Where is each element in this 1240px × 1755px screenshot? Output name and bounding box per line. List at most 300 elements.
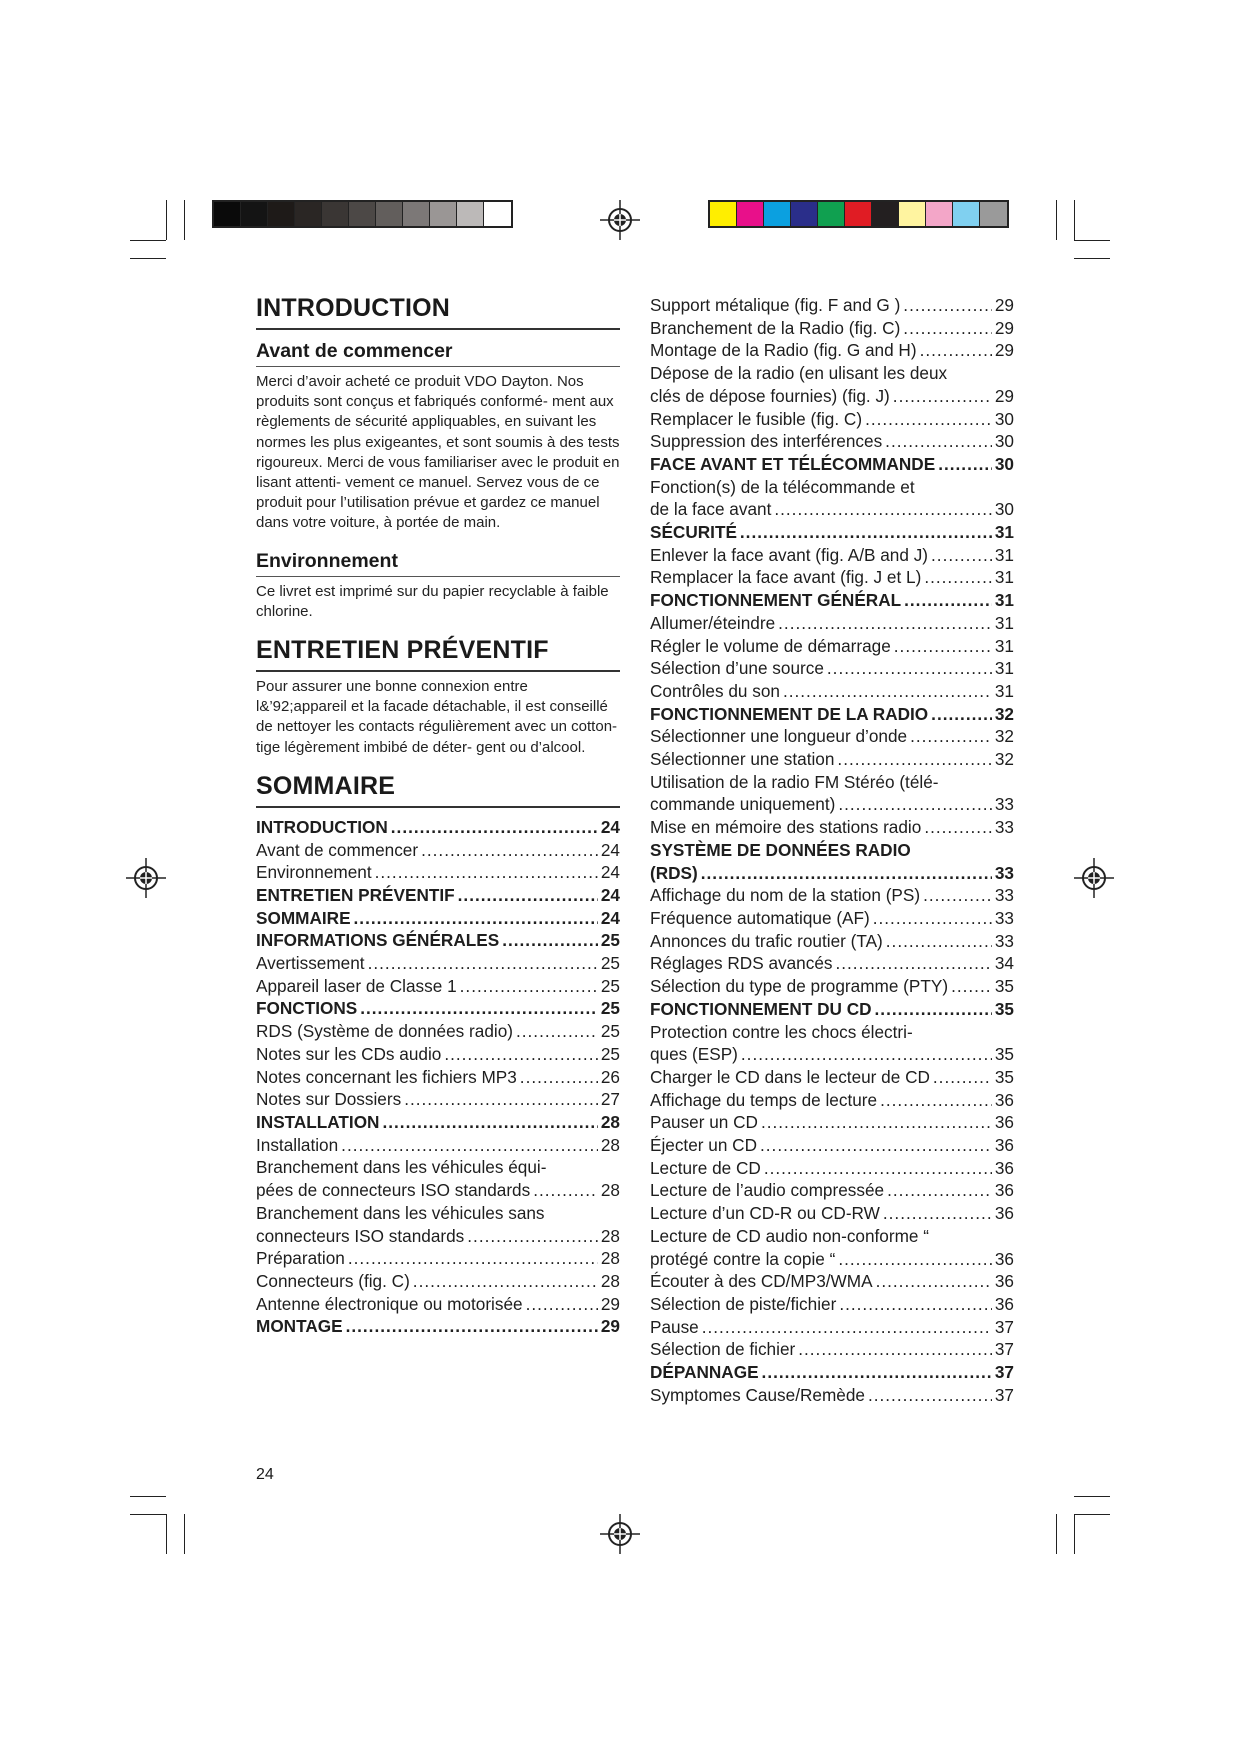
toc-entry-page: 37 xyxy=(994,1362,1014,1383)
toc-entry[interactable] xyxy=(650,385,1014,408)
toc-entry-label: Montage de la Radio (fig. G and H) xyxy=(650,340,917,361)
toc-entry-label: RDS (Système de données radio) xyxy=(256,1021,513,1042)
toc-leader-dots xyxy=(778,612,992,635)
color-swatch xyxy=(926,202,953,226)
toc-entry-page: 31 xyxy=(994,590,1014,611)
toc-entry[interactable] xyxy=(256,1293,620,1316)
toc-entry[interactable] xyxy=(256,1111,620,1134)
crop-mark xyxy=(184,200,185,240)
toc-entry-page: 31 xyxy=(994,680,1014,701)
toc-entry-page: 33 xyxy=(994,794,1014,815)
toc-entry-line: Dépose de la radio (en ulisant les deux xyxy=(650,363,948,384)
toc-leader-dots xyxy=(924,816,992,839)
toc-entry[interactable] xyxy=(256,1270,620,1293)
gray-swatch xyxy=(376,202,403,226)
toc-entry-page: 25 xyxy=(600,998,620,1019)
toc-entry-page: 33 xyxy=(994,930,1014,951)
toc-entry-page: 31 xyxy=(994,658,1014,679)
toc-entry-label: Préparation xyxy=(256,1248,345,1269)
toc-entry[interactable] xyxy=(650,1316,1014,1339)
toc-leader-dots xyxy=(533,1179,598,1202)
toc-leader-dots xyxy=(760,1134,992,1157)
toc-entry[interactable] xyxy=(256,907,620,930)
toc-entry-page: 30 xyxy=(994,431,1014,452)
toc-entry-label: Écouter à des CD/MP3/WMA xyxy=(650,1271,873,1292)
toc-entry-page: 24 xyxy=(600,816,620,837)
toc-entry-label: Contrôles du son xyxy=(650,680,780,701)
toc-entry-line: Branchement dans les véhicules sans xyxy=(256,1202,545,1223)
toc-entry[interactable] xyxy=(650,1066,1014,1089)
toc-entry[interactable] xyxy=(650,317,1014,340)
crop-mark xyxy=(130,1514,166,1515)
toc-entry-page: 24 xyxy=(600,862,620,883)
toc-entry-page: 31 xyxy=(994,635,1014,656)
toc-entry[interactable] xyxy=(650,453,1014,476)
toc-entry[interactable] xyxy=(256,1247,620,1270)
toc-entry-label: connecteurs ISO standards xyxy=(256,1225,465,1246)
toc-entry-label: SÉCURITÉ xyxy=(650,522,737,543)
toc-entry-page: 36 xyxy=(994,1112,1014,1133)
toc-leader-dots xyxy=(893,385,992,408)
crop-mark xyxy=(1074,1514,1075,1554)
toc-entry-label: ques (ESP) xyxy=(650,1044,738,1065)
toc-leader-dots xyxy=(924,566,992,589)
toc-entry-page: 35 xyxy=(994,976,1014,997)
toc-entry-label: Suppression des interférences xyxy=(650,431,883,452)
toc-entry-line: Protection contre les chocs électri- xyxy=(650,1021,913,1042)
toc-leader-dots xyxy=(741,1043,992,1066)
toc-entry-label: Fréquence automatique (AF) xyxy=(650,907,870,928)
color-swatch xyxy=(791,202,818,226)
toc-leader-dots xyxy=(740,521,992,544)
color-swatch xyxy=(899,202,926,226)
toc-entry-label: FONCTIONNEMENT GÉNÉRAL xyxy=(650,590,902,611)
toc-entry-label: protégé contre la copie “ xyxy=(650,1248,836,1269)
toc-entry-label: FONCTIONS xyxy=(256,998,358,1019)
toc-entry-label: Avertissement xyxy=(256,953,365,974)
toc-entry[interactable] xyxy=(650,816,1014,839)
toc-entry-label: Sélection de fichier xyxy=(650,1339,796,1360)
toc-entry[interactable] xyxy=(650,998,1014,1021)
toc-entry-label: Sélection du type de programme (PTY) xyxy=(650,976,949,997)
gray-swatch xyxy=(484,202,511,226)
toc-entry-label: Enlever la face avant (fig. A/B and J) xyxy=(650,544,929,565)
toc-entry-page: 37 xyxy=(994,1316,1014,1337)
crop-mark xyxy=(130,258,166,259)
gray-swatch xyxy=(457,202,484,226)
toc-leader-dots xyxy=(341,1134,598,1157)
toc-entry-label: Environnement xyxy=(256,862,372,883)
color-swatch xyxy=(737,202,764,226)
toc-leader-dots xyxy=(903,317,992,340)
toc-leader-dots xyxy=(903,294,992,317)
right-column xyxy=(650,294,1014,1406)
toc-entry-page: 33 xyxy=(994,885,1014,906)
toc-entry[interactable] xyxy=(650,1293,1014,1316)
toc-entry-line: Lecture de CD audio non-conforme “ xyxy=(650,1225,929,1246)
toc-leader-dots xyxy=(375,861,598,884)
toc-entry[interactable] xyxy=(650,1338,1014,1361)
toc-leader-dots xyxy=(526,1293,598,1316)
toc-entry-label: FACE AVANT ET TÉLÉCOMMANDE xyxy=(650,453,936,474)
toc-entry-label: Remplacer la face avant (fig. J et L) xyxy=(650,567,922,588)
color-swatch xyxy=(764,202,791,226)
toc-entry[interactable] xyxy=(650,907,1014,930)
toc-entry-page: 30 xyxy=(994,408,1014,429)
toc-entry-page: 26 xyxy=(600,1066,620,1087)
toc-entry[interactable] xyxy=(650,930,1014,953)
toc-entry-label: clés de dépose fournies) (fig. J) xyxy=(650,385,890,406)
toc-leader-dots xyxy=(413,1270,598,1293)
toc-entry[interactable] xyxy=(256,1179,620,1202)
toc-entry-label: Affichage du nom de la station (PS) xyxy=(650,885,921,906)
toc-entry-label: Avant de commencer xyxy=(256,839,419,860)
toc-entry-page: 35 xyxy=(994,1066,1014,1087)
section-title-introduction: INTRODUCTION xyxy=(256,292,620,330)
toc-entry[interactable] xyxy=(650,1111,1014,1134)
toc-entry-page: 29 xyxy=(994,295,1014,315)
toc-entry-page: 36 xyxy=(994,1293,1014,1314)
toc-entry-label: Sélection d’une source xyxy=(650,658,824,679)
gray-swatch xyxy=(322,202,349,226)
table-of-contents-right xyxy=(650,294,1014,1406)
gray-swatch xyxy=(403,202,430,226)
crop-mark xyxy=(1056,1514,1057,1554)
crop-mark xyxy=(1056,200,1057,240)
toc-entry-label: Sélectionner une station xyxy=(650,749,835,770)
toc-entry-label: Symptomes Cause/Remède xyxy=(650,1384,865,1405)
toc-entry[interactable] xyxy=(650,1270,1014,1293)
crop-mark xyxy=(166,1514,167,1554)
toc-leader-dots xyxy=(348,1247,598,1270)
paragraph-environment: Ce livret est imprimé sur du papier recyclable à faible chlorine. xyxy=(256,582,609,620)
toc-entry[interactable] xyxy=(650,703,1014,726)
toc-leader-dots xyxy=(764,1157,992,1180)
toc-entry-label: Remplacer le fusible (fig. C) xyxy=(650,408,863,429)
gray-swatch xyxy=(241,202,268,226)
toc-leader-dots xyxy=(951,975,992,998)
toc-leader-dots xyxy=(880,1089,992,1112)
toc-entry[interactable] xyxy=(256,1088,620,1111)
toc-leader-dots xyxy=(883,1202,992,1225)
toc-entry[interactable] xyxy=(650,1179,1014,1202)
toc-leader-dots xyxy=(875,998,992,1021)
gray-swatch xyxy=(295,202,322,226)
toc-entry-page: 25 xyxy=(600,1021,620,1042)
toc-entry-page: 37 xyxy=(994,1339,1014,1360)
toc-entry[interactable] xyxy=(256,861,620,884)
toc-entry-page: 29 xyxy=(600,1293,620,1314)
grayscale-bar xyxy=(212,200,513,228)
toc-entry-label: FONCTIONNEMENT DE LA RADIO xyxy=(650,703,929,724)
toc-entry[interactable] xyxy=(256,1020,620,1043)
toc-entry-line: Branchement dans les véhicules équi- xyxy=(256,1157,547,1178)
toc-entry-page: 31 xyxy=(994,544,1014,565)
color-swatch xyxy=(845,202,872,226)
toc-leader-dots xyxy=(460,975,598,998)
toc-entry[interactable] xyxy=(650,1043,1014,1066)
toc-leader-dots xyxy=(938,453,992,476)
toc-entry-page: 37 xyxy=(994,1384,1014,1405)
toc-leader-dots xyxy=(502,929,598,952)
toc-entry[interactable] xyxy=(650,862,1014,885)
crop-mark xyxy=(184,1514,185,1554)
toc-entry[interactable] xyxy=(650,657,1014,680)
toc-leader-dots xyxy=(444,1043,598,1066)
toc-entry-line: Fonction(s) de la télécommande et xyxy=(650,476,915,497)
toc-leader-dots xyxy=(873,907,992,930)
toc-entry-label: DÉPANNAGE xyxy=(650,1362,759,1383)
toc-entry-label: Pauser un CD xyxy=(650,1112,758,1133)
toc-entry[interactable] xyxy=(256,929,620,952)
toc-entry-label: Notes sur les CDs audio xyxy=(256,1043,442,1064)
toc-entry-page: 25 xyxy=(600,930,620,951)
toc-leader-dots xyxy=(920,339,992,362)
toc-entry-page: 24 xyxy=(600,884,620,905)
toc-entry[interactable] xyxy=(650,884,1014,907)
toc-entry-page: 24 xyxy=(600,907,620,928)
gray-swatch xyxy=(214,202,241,226)
toc-entry[interactable] xyxy=(650,589,1014,612)
toc-entry[interactable] xyxy=(256,884,620,907)
toc-leader-dots xyxy=(886,930,992,953)
toc-entry-page: 30 xyxy=(994,499,1014,520)
page-number: 24 xyxy=(256,1466,274,1483)
toc-entry-page: 35 xyxy=(994,998,1014,1019)
toc-entry-label: ENTRETIEN PRÉVENTIF xyxy=(256,884,455,905)
toc-entry[interactable] xyxy=(650,748,1014,771)
crop-mark xyxy=(1074,258,1110,259)
toc-leader-dots xyxy=(762,1361,992,1384)
toc-entry-label: Annonces du trafic routier (TA) xyxy=(650,930,883,951)
toc-entry-label: Régler le volume de démarrage xyxy=(650,635,891,656)
toc-entry[interactable] xyxy=(650,975,1014,998)
toc-entry[interactable] xyxy=(650,1202,1014,1225)
toc-entry-label: Réglages RDS avancés xyxy=(650,953,833,974)
crop-mark xyxy=(1074,1496,1110,1497)
toc-entry[interactable] xyxy=(650,1134,1014,1157)
toc-entry[interactable] xyxy=(650,408,1014,431)
crop-mark xyxy=(130,240,166,241)
section-title-maintenance: ENTRETIEN PRÉVENTIF xyxy=(256,634,620,672)
crop-mark xyxy=(166,200,167,240)
toc-leader-dots xyxy=(368,952,598,975)
toc-entry[interactable] xyxy=(650,566,1014,589)
color-swatch xyxy=(980,202,1007,226)
toc-leader-dots xyxy=(774,498,992,521)
toc-entry-page: 28 xyxy=(600,1225,620,1246)
registration-mark-icon xyxy=(600,200,640,240)
section-title-summary: SOMMAIRE xyxy=(256,770,620,808)
toc-entry-page: 25 xyxy=(600,975,620,996)
toc-entry[interactable] xyxy=(256,839,620,862)
subsection-title-environment: Environnement xyxy=(256,540,620,577)
toc-entry-page: 36 xyxy=(994,1248,1014,1269)
toc-leader-dots xyxy=(404,1088,598,1111)
toc-entry[interactable] xyxy=(650,725,1014,748)
toc-leader-dots xyxy=(382,1111,597,1134)
toc-entry[interactable] xyxy=(650,635,1014,658)
toc-leader-dots xyxy=(827,657,992,680)
toc-entry-label: Sélection de piste/fichier xyxy=(650,1293,837,1314)
process-color-bar xyxy=(708,200,1009,228)
toc-entry[interactable] xyxy=(650,1089,1014,1112)
toc-leader-dots xyxy=(701,862,992,885)
toc-leader-dots xyxy=(838,793,992,816)
color-swatch xyxy=(818,202,845,226)
toc-entry[interactable] xyxy=(256,952,620,975)
toc-entry-label: Lecture de l’audio compressée xyxy=(650,1180,885,1201)
toc-entry[interactable] xyxy=(650,952,1014,975)
toc-entry-page: 29 xyxy=(994,340,1014,361)
toc-entry[interactable] xyxy=(650,544,1014,567)
toc-entry-label: INTRODUCTION xyxy=(256,816,388,837)
toc-entry[interactable] xyxy=(256,816,620,839)
toc-leader-dots xyxy=(885,430,992,453)
toc-entry-label: MONTAGE xyxy=(256,1316,343,1337)
toc-entry-label: Allumer/éteindre xyxy=(650,612,776,633)
toc-entry-page: 36 xyxy=(994,1089,1014,1110)
toc-entry-page: 28 xyxy=(600,1270,620,1291)
toc-entry-label: Connecteurs (fig. C) xyxy=(256,1270,410,1291)
toc-leader-dots xyxy=(876,1270,992,1293)
toc-leader-dots xyxy=(798,1338,992,1361)
toc-entry-label: Notes concernant les fichiers MP3 xyxy=(256,1066,517,1087)
toc-entry[interactable] xyxy=(650,339,1014,362)
toc-leader-dots xyxy=(904,589,992,612)
color-swatch xyxy=(872,202,899,226)
toc-entry-page: 35 xyxy=(994,1044,1014,1065)
toc-entry-label: commande uniquement) xyxy=(650,794,836,815)
toc-leader-dots xyxy=(838,1248,992,1271)
toc-entry-page: 29 xyxy=(600,1316,620,1337)
toc-entry[interactable] xyxy=(650,430,1014,453)
toc-entry[interactable] xyxy=(650,612,1014,635)
toc-leader-dots xyxy=(868,1384,992,1407)
toc-leader-dots xyxy=(783,680,992,703)
toc-entry-page: 31 xyxy=(994,567,1014,588)
toc-leader-dots xyxy=(835,952,991,975)
toc-leader-dots xyxy=(923,884,992,907)
toc-entry-line: Utilisation de la radio FM Stéréo (télé- xyxy=(650,771,939,792)
toc-entry[interactable] xyxy=(650,1384,1014,1407)
toc-leader-dots xyxy=(933,1066,992,1089)
toc-entry[interactable] xyxy=(256,1043,620,1066)
toc-entry-line: SYSTÈME DE DONNÉES RADIO xyxy=(650,839,911,860)
toc-entry-label: Installation xyxy=(256,1134,339,1155)
toc-entry-label: pées de connecteurs ISO standards xyxy=(256,1180,531,1201)
gray-swatch xyxy=(268,202,295,226)
color-swatch xyxy=(953,202,980,226)
toc-entry-label: Éjecter un CD xyxy=(650,1135,757,1156)
toc-entry-label: (RDS) xyxy=(650,862,698,883)
toc-leader-dots xyxy=(894,635,992,658)
toc-entry[interactable] xyxy=(650,1248,1014,1271)
toc-entry-page: 31 xyxy=(994,612,1014,633)
toc-entry-label: de la face avant xyxy=(650,499,772,520)
crop-mark xyxy=(1074,200,1075,240)
toc-entry-label: Mise en mémoire des stations radio xyxy=(650,817,922,838)
subsection-title-before: Avant de commencer xyxy=(256,330,620,367)
toc-entry-label: INSTALLATION xyxy=(256,1111,380,1132)
toc-entry[interactable] xyxy=(256,1134,620,1157)
registration-mark-icon xyxy=(600,1514,640,1554)
toc-entry-page: 33 xyxy=(994,817,1014,838)
toc-leader-dots xyxy=(865,408,992,431)
toc-leader-dots xyxy=(839,1293,992,1316)
toc-entry[interactable] xyxy=(650,294,1014,317)
registration-mark-icon xyxy=(1074,858,1114,898)
toc-leader-dots xyxy=(421,839,598,862)
toc-entry-label: Branchement de la Radio (fig. C) xyxy=(650,317,901,338)
toc-entry-page: 32 xyxy=(994,703,1014,724)
toc-leader-dots xyxy=(467,1225,598,1248)
toc-entry-page: 34 xyxy=(994,953,1014,974)
toc-entry-label: Affichage du temps de lecture xyxy=(650,1089,878,1110)
toc-entry-label: Pause xyxy=(650,1316,699,1337)
toc-entry[interactable] xyxy=(256,1066,620,1089)
toc-entry[interactable] xyxy=(256,975,620,998)
toc-entry-page: 36 xyxy=(994,1135,1014,1156)
toc-entry-label: SOMMAIRE xyxy=(256,907,351,928)
toc-entry[interactable] xyxy=(256,997,620,1020)
toc-entry-page: 28 xyxy=(600,1111,620,1132)
paragraph-maintenance: Pour assurer une bonne connexion entre l&’92;appareil et la facade détachable, il est conseillé de nettoyer les contacts régulièrement avec un cotton-tige légèrement imbibé de déter- gent ou d’alcool. xyxy=(256,678,618,756)
toc-entry-page: 25 xyxy=(600,1043,620,1064)
toc-entry-label: Charger le CD dans le lecteur de CD xyxy=(650,1066,930,1087)
toc-entry[interactable] xyxy=(256,1225,620,1248)
toc-leader-dots xyxy=(837,748,991,771)
toc-entry-page: 30 xyxy=(994,453,1014,474)
toc-entry-page: 36 xyxy=(994,1180,1014,1201)
toc-entry-page: 29 xyxy=(994,385,1014,406)
toc-leader-dots xyxy=(458,884,598,907)
toc-leader-dots xyxy=(346,1315,598,1338)
toc-entry[interactable] xyxy=(650,793,1014,816)
toc-entry-label: Sélectionner une longueur d’onde xyxy=(650,726,908,747)
toc-entry-label: Appareil laser de Classe 1 xyxy=(256,975,457,996)
table-of-contents-left xyxy=(256,816,620,1338)
toc-entry[interactable] xyxy=(650,521,1014,544)
color-swatch xyxy=(710,202,737,226)
gray-swatch xyxy=(430,202,457,226)
toc-entry[interactable] xyxy=(650,1361,1014,1384)
toc-entry-page: 36 xyxy=(994,1203,1014,1224)
toc-entry-page: 24 xyxy=(600,839,620,860)
toc-entry-page: 28 xyxy=(600,1180,620,1201)
toc-leader-dots xyxy=(354,907,598,930)
toc-leader-dots xyxy=(931,544,992,567)
toc-leader-dots xyxy=(910,725,992,748)
toc-entry-page: 31 xyxy=(994,522,1014,543)
toc-entry-page: 33 xyxy=(994,907,1014,928)
toc-leader-dots xyxy=(761,1111,992,1134)
crop-mark xyxy=(1074,240,1110,241)
toc-leader-dots xyxy=(887,1179,992,1202)
toc-entry-label: Lecture de CD xyxy=(650,1157,761,1178)
toc-entry[interactable] xyxy=(256,1315,620,1338)
toc-entry-page: 28 xyxy=(600,1248,620,1269)
toc-entry-page: 27 xyxy=(600,1089,620,1110)
toc-entry[interactable] xyxy=(650,680,1014,703)
toc-entry-label: FONCTIONNEMENT DU CD xyxy=(650,998,872,1019)
toc-leader-dots xyxy=(391,816,598,839)
toc-entry[interactable] xyxy=(650,1157,1014,1180)
toc-entry-label: INFORMATIONS GÉNÉRALES xyxy=(256,930,500,951)
toc-leader-dots xyxy=(931,703,992,726)
toc-entry-page: 36 xyxy=(994,1271,1014,1292)
toc-entry[interactable] xyxy=(650,498,1014,521)
